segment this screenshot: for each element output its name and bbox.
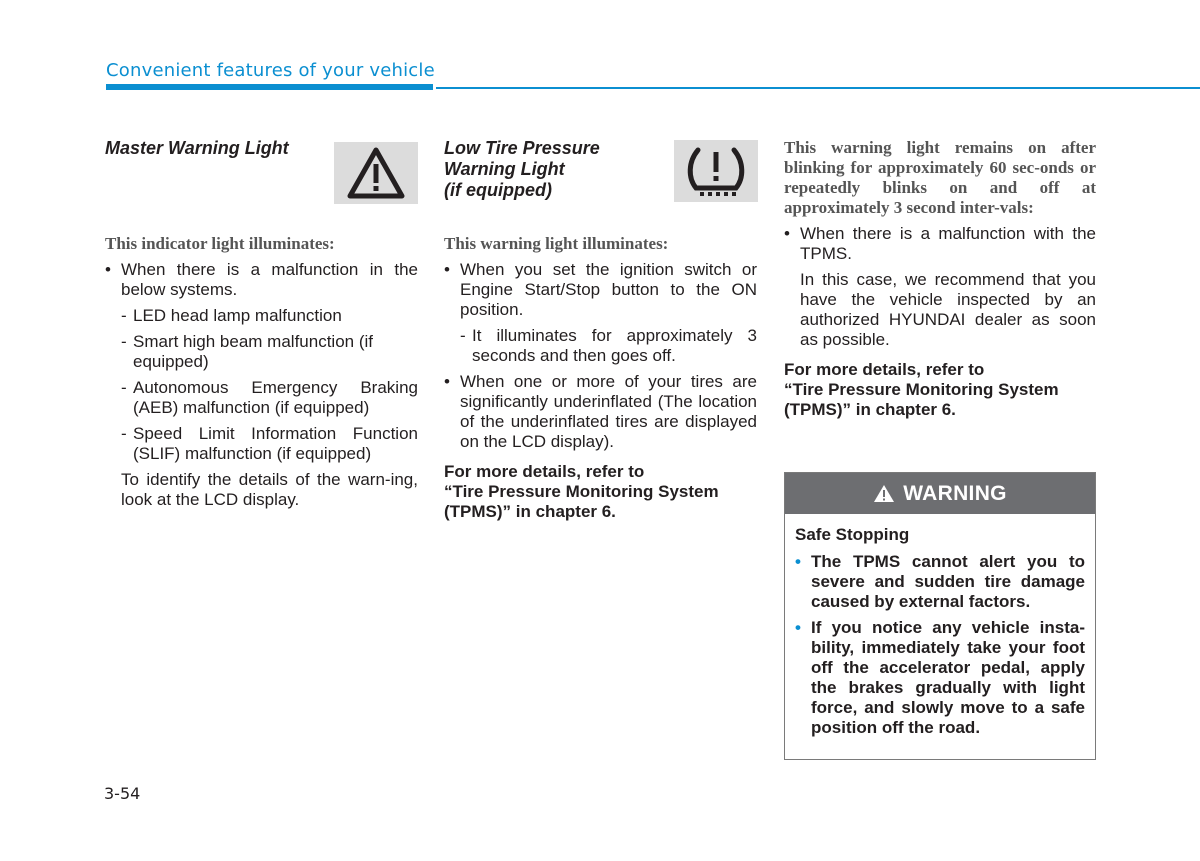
lead-text: This indicator light illuminates:: [105, 234, 335, 253]
bullet-text: • When there is a malfunction in the below systems.: [105, 260, 418, 300]
lead-text: This warning light remains on after blinking for approximately 60 sec-onds or repeatedly blinks on and off at approximately 3 second inter-vals:: [784, 138, 1096, 217]
section-title: Master Warning Light: [105, 138, 289, 158]
warning-bullet: • The TPMS cannot alert you to severe and sudden tire damage caused by external factors.: [795, 552, 1085, 612]
dash-item: - Speed Limit Information Function (SLIF) malfunction (if equipped): [121, 424, 418, 463]
tire-pressure-icon-box: [674, 140, 758, 202]
section-title: Low Tire Pressure Warning Light (if equipped): [444, 138, 600, 200]
note-text: To identify the details of the warn-ing, look at the LCD display.: [121, 470, 418, 509]
warning-label: WARNING: [903, 481, 1007, 505]
tire-pressure-section: [444, 138, 757, 522]
reference-text: For more details, refer to “Tire Pressure Monitoring System (TPMS)” in chapter 6.: [784, 360, 1059, 419]
bullet-text: • When there is a malfunction with the TPMS.: [784, 224, 1096, 264]
lead-text: This warning light illuminates:: [444, 234, 669, 253]
dash-item: - Smart high beam malfunction (if equipped): [121, 332, 373, 371]
page-number: 3-54: [104, 784, 141, 803]
header-rule-thick: [106, 84, 433, 90]
warning-triangle-icon: [334, 142, 418, 204]
warning-subtitle: Safe Stopping: [795, 525, 910, 544]
para-text: In this case, we recommend that you have the vehicle inspected by an authorized HYUNDAI dealer as soon as possible.: [800, 270, 1096, 349]
header-title: Convenient features of your vehicle: [106, 60, 435, 81]
warning-bullet: • If you notice any vehicle insta-bility, immediately take your foot off the accelerator pedal, apply the brakes gradually with light force, and slowly move to a safe position off the road.: [795, 618, 1085, 738]
bullet-text: • When one or more of your tires are significantly underinflated (The location of the underinflated tires are displayed on the LCD display).: [444, 372, 757, 452]
header-rule-thin: [436, 87, 1200, 89]
tire-pressure-warning-icon: [674, 140, 758, 202]
warning-box: [784, 472, 1096, 760]
master-warning-icon-box: [334, 142, 418, 204]
dash-item: - LED head lamp malfunction: [121, 306, 342, 325]
warning-header: [785, 473, 1095, 514]
dash-item: - It illuminates for approximately 3 seconds and then goes off.: [460, 326, 757, 365]
tpms-continued-section: [784, 138, 1096, 420]
bullet-text: • When you set the ignition switch or Engine Start/Stop button to the ON position.: [444, 260, 757, 320]
dash-item: - Autonomous Emergency Braking (AEB) malfunction (if equipped): [121, 378, 418, 417]
warning-triangle-icon: [873, 484, 895, 503]
reference-text: For more details, refer to “Tire Pressure Monitoring System (TPMS)” in chapter 6.: [444, 462, 719, 521]
master-warning-section: [105, 138, 418, 510]
